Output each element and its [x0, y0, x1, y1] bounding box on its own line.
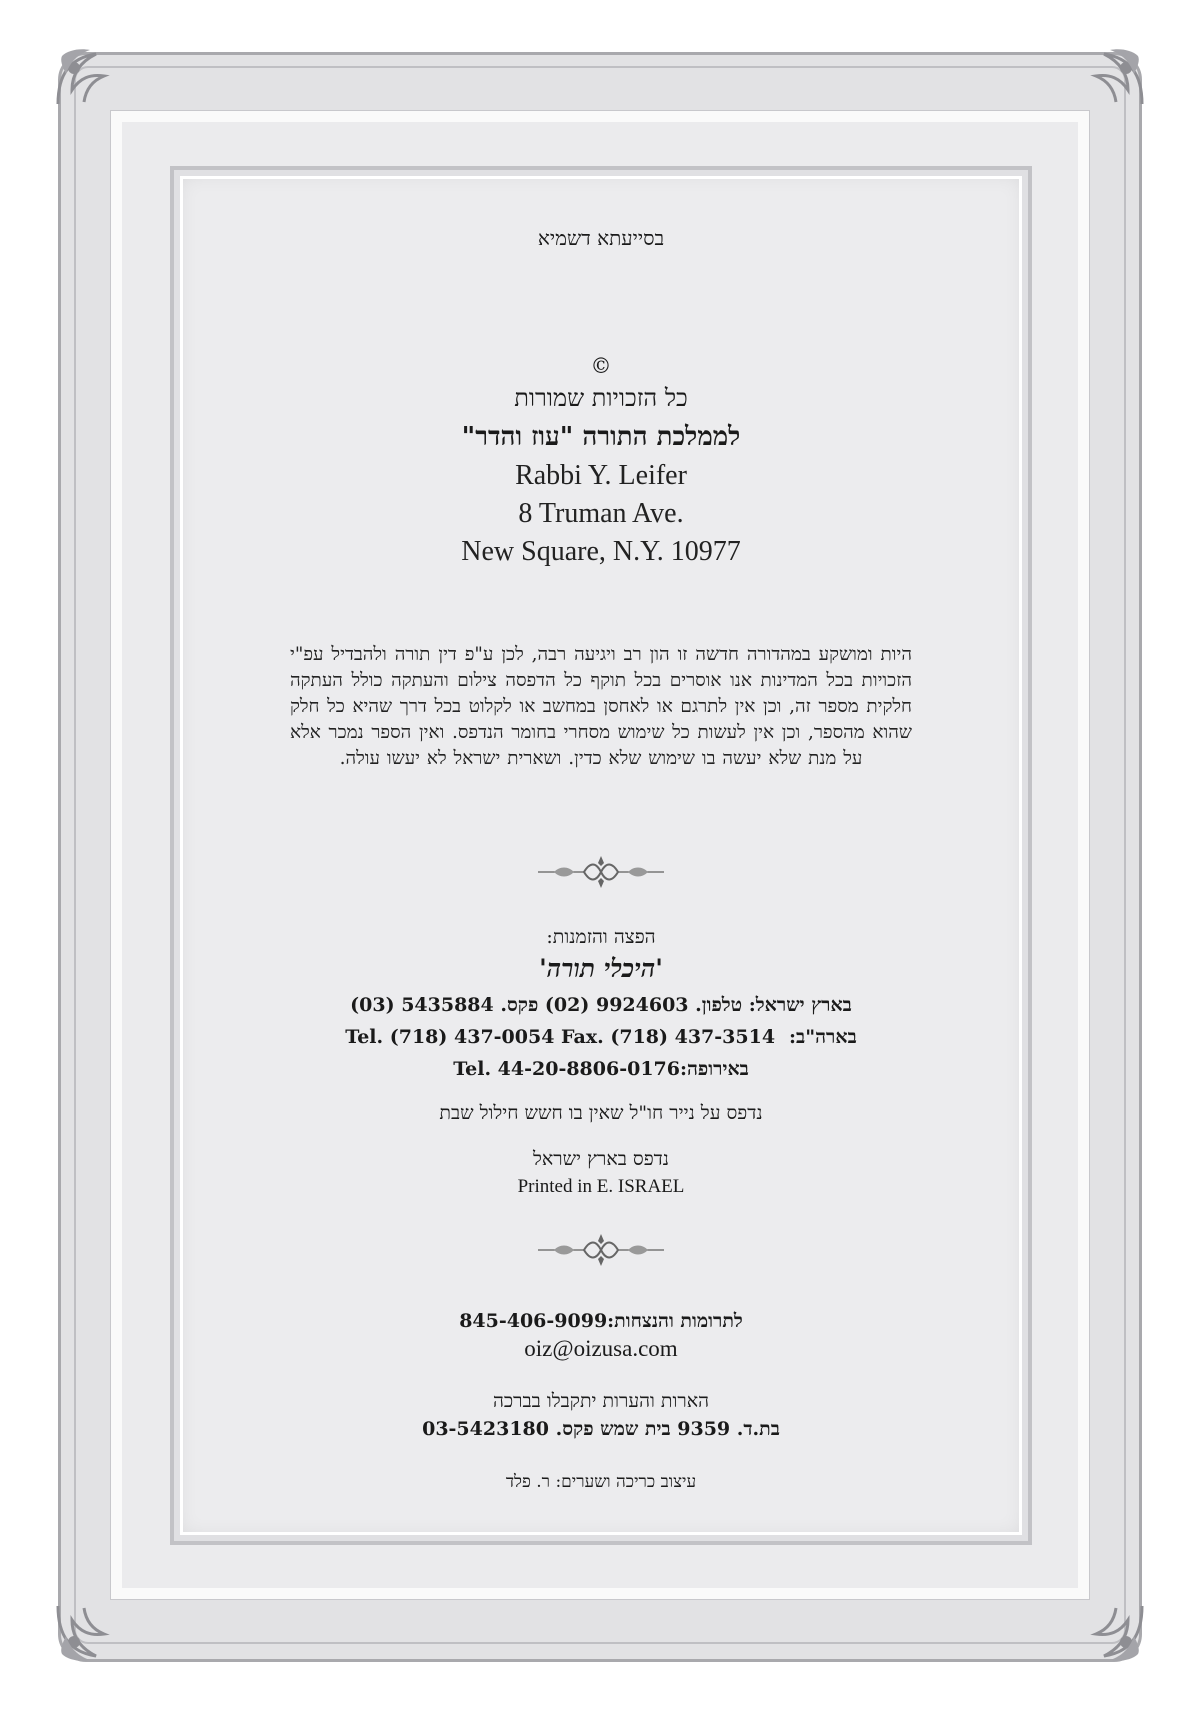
israel-contact: בארץ ישראל: טלפון. 9924603 (02) פקס. 5435884 (03)	[350, 994, 852, 1016]
copyright-page	[170, 166, 1032, 1545]
ornament-divider-icon	[534, 854, 668, 890]
usa-numbers: Tel. (718) 437-0054 Fax. (718) 437-3514	[345, 1026, 776, 1048]
comments-welcome: הארות והערות יתקבלו בברכה	[492, 1390, 710, 1412]
rights-reserved: כל הזכויות שמורות	[514, 384, 688, 412]
printed-in-english: Printed in E. ISRAEL	[517, 1176, 685, 1197]
copyright-owner: לממלכת התורה "עוז והדר"	[461, 422, 741, 452]
design-credit: עיצוב כריכה ושערים: ר. פלד	[505, 1472, 697, 1492]
corner-flourish-icon	[50, 44, 120, 114]
europe-contact	[170, 1058, 1032, 1081]
paper-notice: נדפס על נייר חו"ל שאין בו חשש חילול שבת	[439, 1102, 763, 1124]
usa-contact	[170, 1026, 1032, 1049]
copyright-symbol: ©	[590, 354, 612, 378]
donations-line	[170, 1310, 1032, 1333]
europe-number: Tel. 44-20-8806-0176	[453, 1058, 680, 1080]
corner-flourish-icon	[1080, 44, 1150, 114]
copyright-notice: היות ומושקע במהדורה חדשה זו הון רב ויגיעה רבה, לכן ע"פ דין תורה ולהבדיל עפ"י הזכויות בכל המדינות אנו אוסרים בכל תוקף כל הדפסה צילום והעתקה כולל העתקה חלקית מספר זה, וכן אין לתרגם או לאחסן במחשב או לקלוט בכל דרך שהיא כל חלק שהוא מהספר, וכן אין לעשות כל שימוש מסחרי בחומר הנדפס. ואין הספר נמכר אלא על מנת שלא יעשה בו שימוש שלא כדין. ושארית ישראל לא יעשו עולה.	[290, 644, 912, 769]
corner-flourish-icon	[50, 1596, 120, 1666]
corner-flourish-icon	[1080, 1596, 1150, 1666]
po-box-line: בת.ד. 9359 בית שמש פקס. 03-5423180	[422, 1418, 780, 1440]
donations-phone: 845-406-9099	[459, 1310, 608, 1332]
distribution-label: הפצה והזמנות:	[546, 926, 656, 948]
ornament-divider-icon	[534, 1232, 668, 1268]
europe-label: באירופה:	[679, 1058, 749, 1080]
owner-street: 8 Truman Ave.	[518, 498, 684, 529]
donations-label: לתרומות והנצחות:	[607, 1310, 743, 1332]
contact-email[interactable]: oiz@oizusa.com	[524, 1336, 678, 1361]
blessing-header: בסייעתא דשמיא	[537, 226, 665, 250]
owner-city: New Square, N.Y. 10977	[461, 536, 741, 567]
usa-label: בארה"ב:	[789, 1026, 857, 1048]
distributor-name: 'היכלי תורה'	[539, 954, 663, 983]
owner-name: Rabbi Y. Leifer	[515, 460, 687, 491]
printed-in-hebrew: נדפס בארץ ישראל	[532, 1148, 669, 1170]
